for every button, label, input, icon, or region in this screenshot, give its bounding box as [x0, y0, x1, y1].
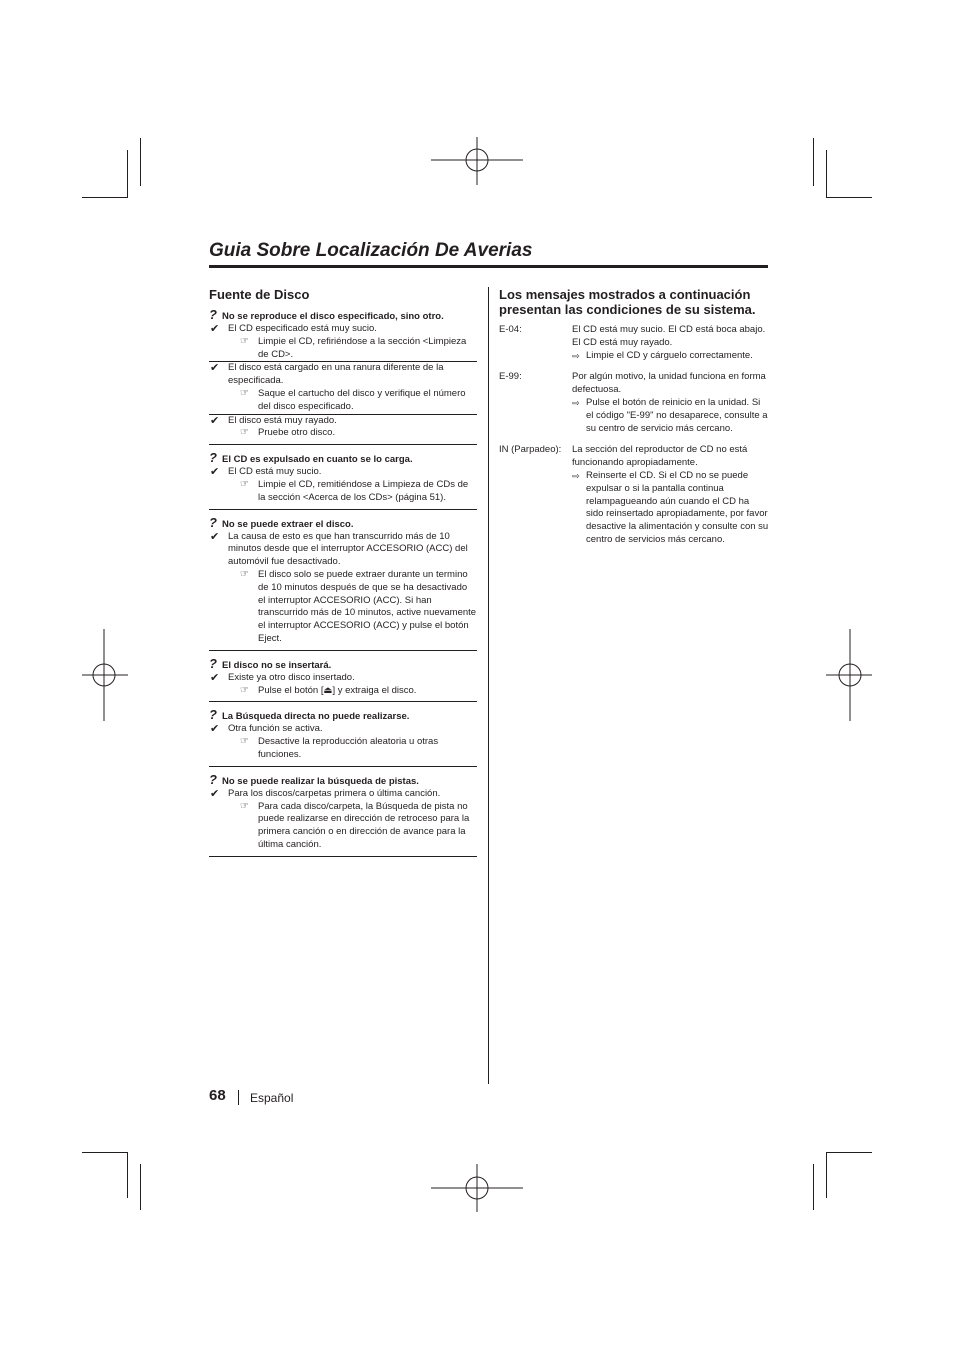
pointing-hand-icon: ☞ — [240, 427, 249, 439]
question-text: No se puede realizar la búsqueda de pistas. — [222, 775, 419, 787]
pointing-hand-icon: ☞ — [240, 684, 249, 696]
question-text: El CD es expulsado en cuanto se lo carga. — [222, 454, 413, 466]
question-block — [209, 451, 477, 509]
cause-item — [209, 672, 477, 698]
check-icon: ✔ — [210, 671, 220, 684]
solution-row — [209, 388, 477, 414]
error-action: Reinserte el CD. Si el CD no se puede expulsar o si la pantalla continua relampagueando aún cuando el CD ha sido reinsertado apropiadamente, por favor desactive la alimentación y consulte con su centro de servicios más cercano. — [586, 469, 769, 545]
solution-row — [209, 569, 477, 646]
troubleshooting-column — [209, 287, 477, 863]
solution-text: Desactive la reproducción aleatoria u otras funciones. — [258, 736, 439, 760]
cause-row — [209, 531, 477, 569]
check-icon: ✔ — [210, 530, 220, 543]
pointing-hand-icon: ☞ — [240, 335, 249, 347]
question-line — [209, 451, 477, 466]
cause-row — [209, 362, 477, 388]
error-description: La sección del reproductor de CD no está funcionando apropiadamente. — [572, 444, 748, 469]
check-icon: ✔ — [210, 723, 220, 736]
error-entry — [499, 444, 769, 546]
solution-text: El disco solo se puede extraer durante un termino de 10 minutos después de que se ha desactivado el interruptor ACCESORIO (ACC). Si han transcurrido más de 10 minutos, active nuevamente el interruptor ACCESORIO (ACC) y pulse el botón Eject. — [258, 568, 477, 644]
solution-text: Saque el cartucho del disco y verifique el número del disco especificado. — [258, 387, 466, 412]
error-body — [572, 444, 769, 546]
error-code: E-99: — [499, 371, 522, 383]
check-icon: ✔ — [210, 323, 220, 335]
error-entry — [499, 324, 769, 362]
crop-mark — [82, 1152, 128, 1153]
question-line — [209, 308, 477, 323]
question-icon: ? — [209, 307, 217, 322]
question-line — [209, 773, 477, 788]
arrow-right-icon: ⇨ — [572, 397, 580, 408]
registration-mark-icon — [431, 1164, 523, 1212]
error-code: IN (Parpadeo): — [499, 444, 562, 456]
cause-text: El disco está cargado en una ranura diferente de la especificada. — [228, 362, 444, 387]
column-divider — [488, 287, 489, 1084]
crop-mark — [140, 1164, 141, 1210]
question-line — [209, 516, 477, 531]
error-entry — [499, 371, 769, 435]
page-title: Guia Sobre Localización De Averias — [209, 240, 533, 261]
question-list — [209, 308, 477, 857]
crop-mark — [140, 138, 141, 186]
crop-mark — [127, 150, 128, 198]
solution-row — [209, 427, 477, 440]
error-description: El CD está muy sucio. El CD está boca abajo. El CD está muy rayado. — [572, 324, 766, 348]
registration-mark-icon — [82, 629, 128, 721]
footer-language: Español — [250, 1091, 294, 1105]
check-icon: ✔ — [210, 466, 220, 479]
error-list — [499, 324, 769, 547]
cause-text: Existe ya otro disco insertado. — [228, 671, 355, 683]
error-description: Por algún motivo, la unidad funciona en forma defectuosa. — [572, 371, 766, 396]
cause-row — [209, 788, 477, 801]
pointing-hand-icon: ☞ — [240, 568, 249, 580]
arrow-right-icon: ⇨ — [572, 350, 580, 361]
cause-item — [209, 466, 477, 504]
cause-item — [209, 788, 477, 852]
cause-item — [209, 531, 477, 646]
question-text: El disco no se insertará. — [222, 659, 332, 671]
cause-text: La causa de esto es que han transcurrido más de 10 minutos desde que el interruptor ACCESORIO (ACC) del automóvil fue desactivado. — [228, 530, 468, 568]
cause-text: El CD especificado está muy sucio. — [228, 323, 377, 334]
cause-row — [209, 466, 477, 479]
registration-mark-icon — [826, 629, 872, 721]
question-text: No se reproduce el disco especificado, sino otro. — [222, 311, 444, 322]
pointing-hand-icon: ☞ — [240, 800, 249, 812]
cause-item — [209, 362, 477, 414]
registration-mark-icon — [431, 137, 523, 185]
error-action-row — [572, 397, 769, 435]
question-text: No se puede extraer el disco. — [222, 518, 354, 530]
solution-row — [209, 336, 477, 362]
question-icon: ? — [209, 450, 217, 466]
question-text: La Búsqueda directa no puede realizarse. — [222, 711, 410, 723]
solution-text: Pruebe otro disco. — [258, 427, 336, 439]
question-icon: ? — [209, 707, 217, 723]
solution-text: Limpie el CD, refiriéndose a la sección <Limpieza de CD>. — [258, 335, 467, 360]
solution-row — [209, 479, 477, 505]
question-icon: ? — [209, 514, 217, 530]
cause-item — [209, 323, 477, 362]
crop-mark — [82, 197, 128, 198]
cause-text: Otra función se activa. — [228, 723, 323, 735]
crop-mark — [127, 1152, 128, 1198]
error-action: Pulse el botón de reinicio en la unidad. Si el código "E-99" no desaparece, consulte a su centro de servicio más cercano. — [586, 396, 768, 434]
crop-mark — [826, 197, 872, 198]
solution-row — [209, 801, 477, 852]
crop-mark — [826, 1152, 827, 1198]
section-heading: Fuente de Disco — [209, 287, 310, 302]
cause-text: Para los discos/carpetas primera o última canción. — [228, 787, 441, 799]
title-rule — [209, 265, 768, 268]
pointing-hand-icon: ☞ — [240, 387, 249, 399]
pointing-hand-icon: ☞ — [240, 478, 249, 490]
question-block — [209, 657, 477, 703]
check-icon: ✔ — [210, 362, 220, 375]
crop-mark — [826, 150, 827, 198]
error-body — [572, 324, 769, 362]
solution-row — [209, 685, 477, 698]
check-icon: ✔ — [210, 787, 220, 800]
error-code: E-04: — [499, 324, 522, 335]
cause-text: El disco está muy rayado. — [228, 414, 337, 426]
arrow-right-icon: ⇨ — [572, 470, 580, 481]
solution-text: Para cada disco/carpeta, la Búsqueda de pista no puede realizarse en dirección de retroceso para la primera canción o en dirección de avance para la última canción. — [258, 800, 470, 850]
question-block — [209, 708, 477, 766]
crop-mark — [826, 1152, 872, 1153]
question-block — [209, 773, 477, 857]
section-heading: Los mensajes mostrados a continuación presentan las condiciones de su sistema. — [499, 287, 756, 317]
question-icon: ? — [209, 771, 217, 787]
cause-row — [209, 723, 477, 736]
cause-text: El CD está muy sucio. — [228, 466, 322, 478]
error-action-row — [572, 470, 769, 547]
cause-item — [209, 723, 477, 761]
solution-row — [209, 736, 477, 762]
solution-text: Pulse el botón [⏏] y extraiga el disco. — [258, 684, 417, 696]
cause-row — [209, 415, 477, 428]
error-body — [572, 371, 769, 435]
error-action-row — [572, 350, 769, 363]
cause-item — [209, 415, 477, 441]
page-number: 68 — [209, 1087, 226, 1104]
question-block — [209, 516, 477, 651]
question-block — [209, 308, 477, 445]
error-action: Limpie el CD y cárguelo correctamente. — [586, 349, 753, 361]
footer-divider — [238, 1090, 239, 1105]
check-icon: ✔ — [210, 414, 220, 427]
cause-row — [209, 672, 477, 685]
crop-mark — [813, 138, 814, 186]
question-line — [209, 657, 477, 672]
error-messages-column — [499, 287, 769, 556]
solution-text: Limpie el CD, remitiéndose a Limpieza de CDs de la sección <Acerca de los CDs> (página 51). — [258, 478, 469, 503]
pointing-hand-icon: ☞ — [240, 736, 249, 748]
cause-row — [209, 323, 477, 336]
crop-mark — [813, 1164, 814, 1210]
question-icon: ? — [209, 655, 217, 671]
question-line — [209, 708, 477, 723]
